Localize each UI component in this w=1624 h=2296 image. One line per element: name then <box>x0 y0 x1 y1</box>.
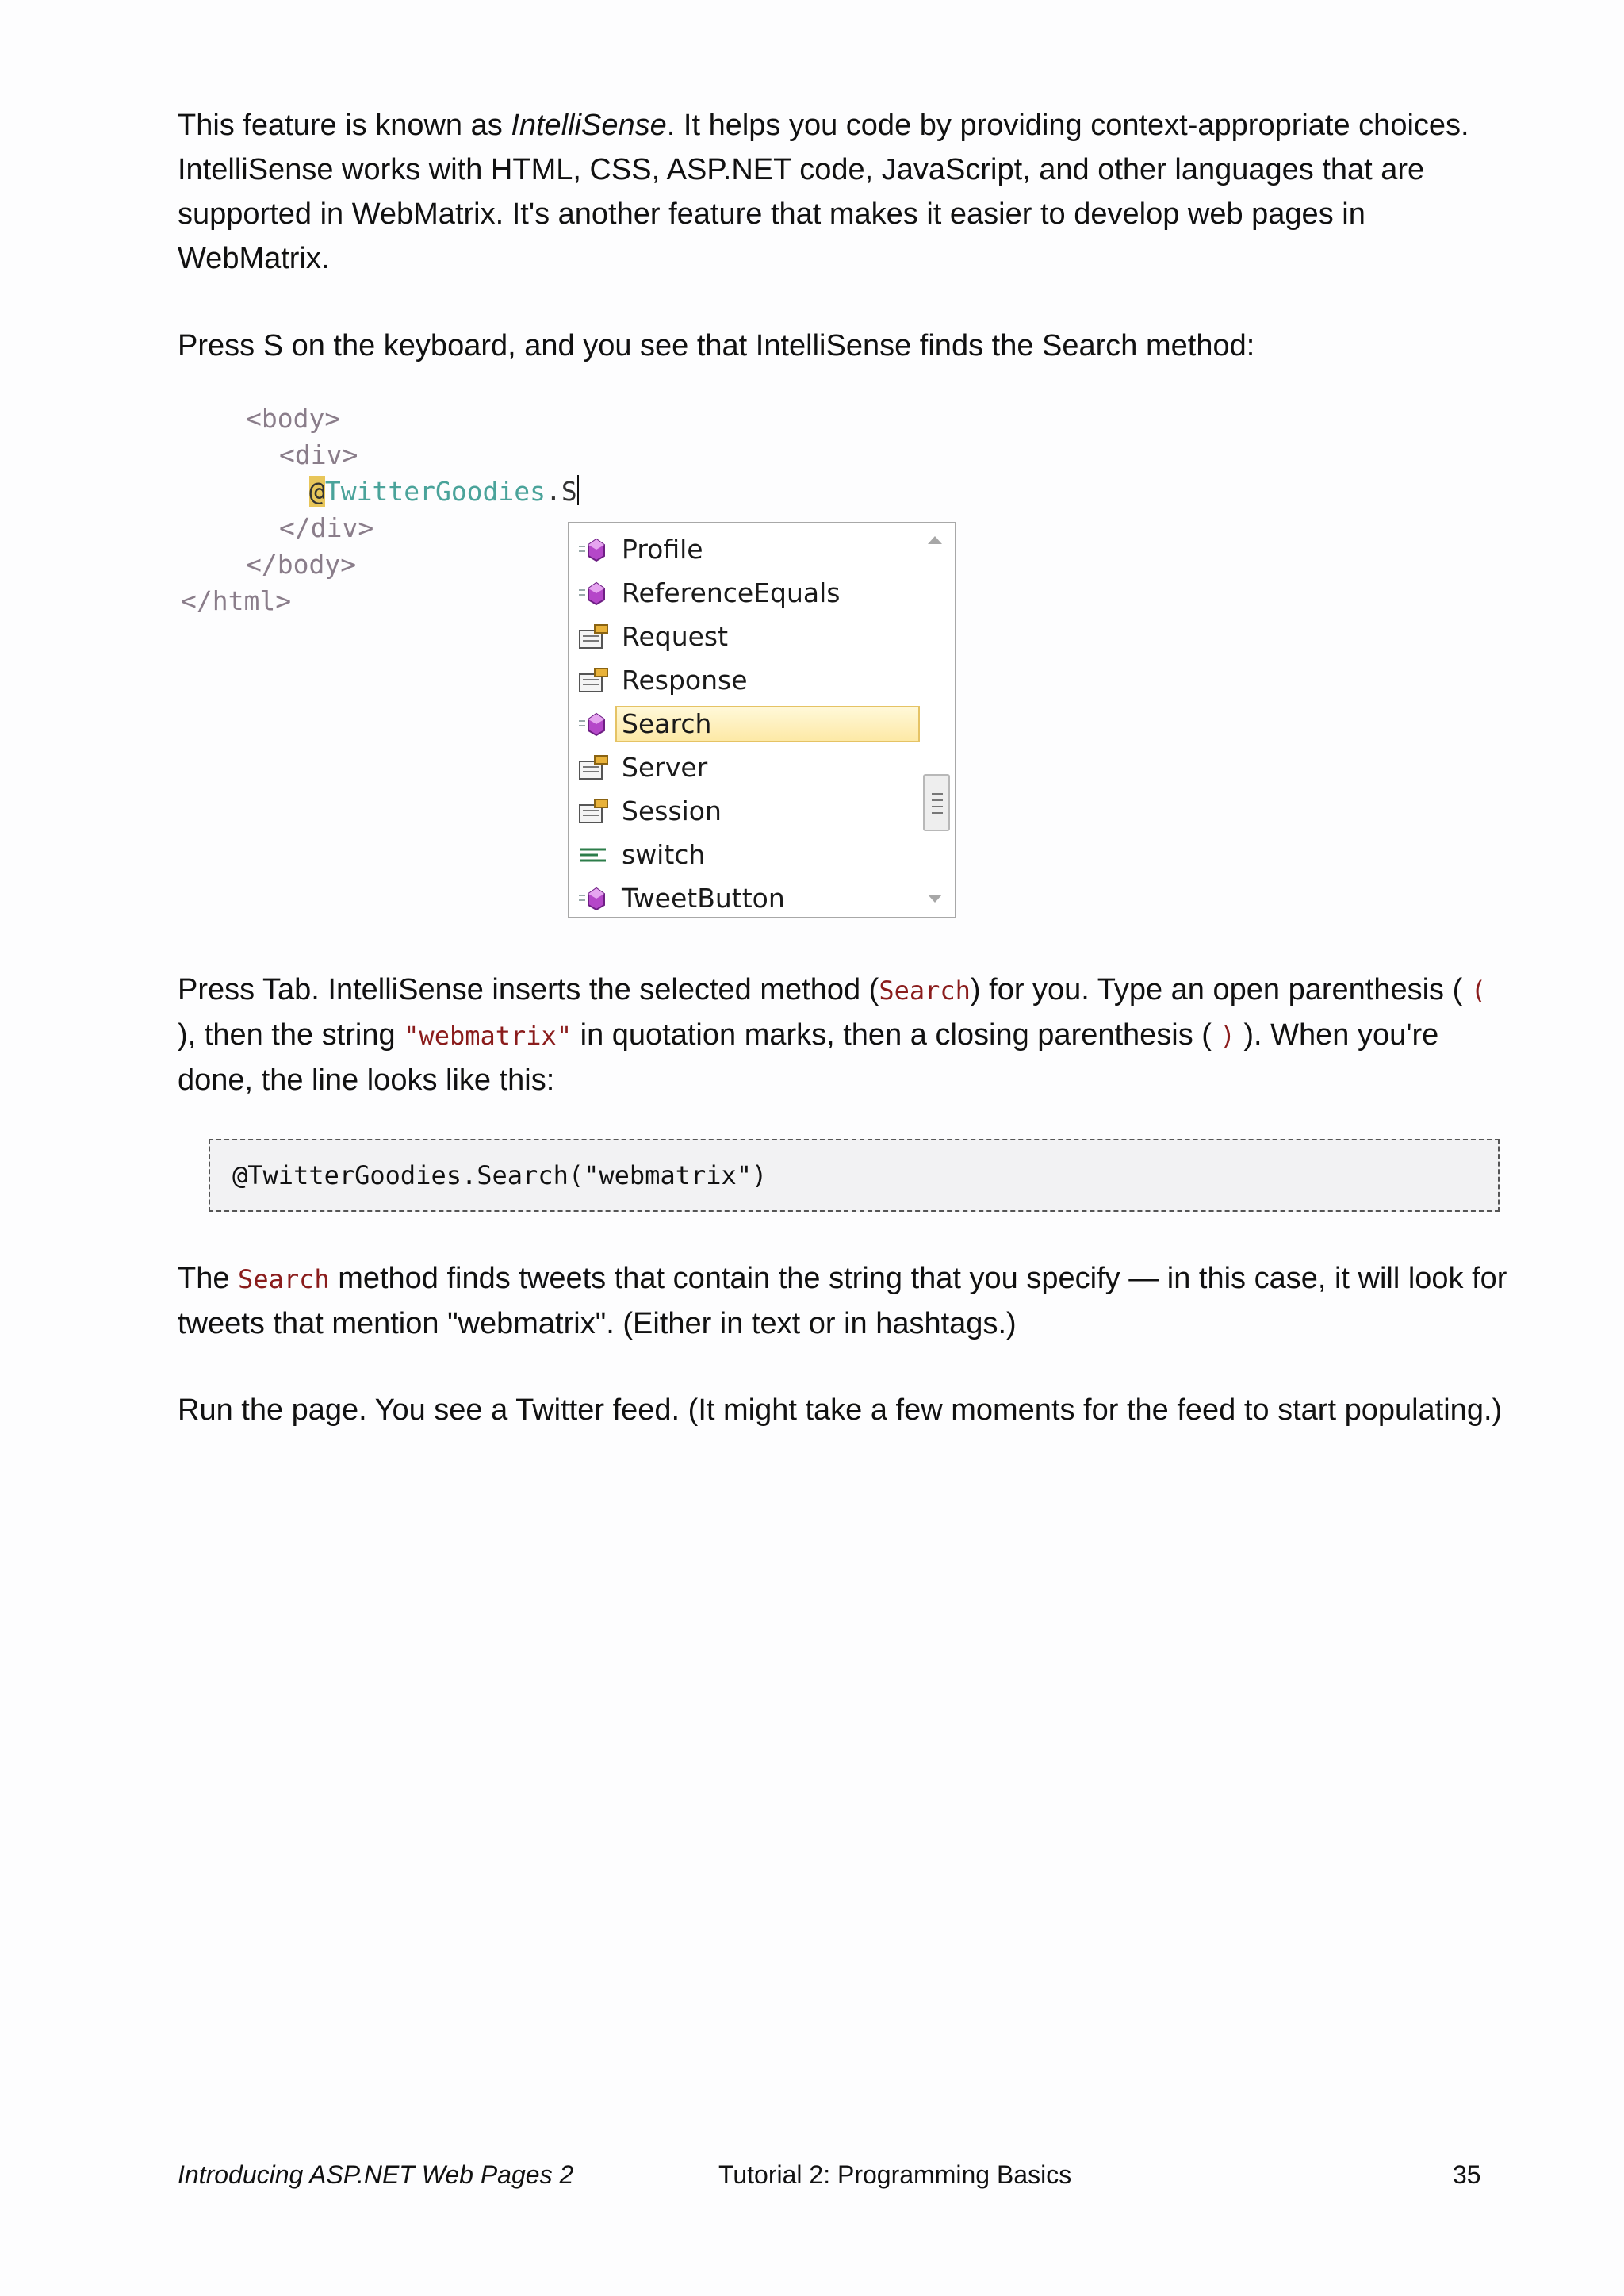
completion-item-referenceequals[interactable]: ReferenceEquals <box>574 573 929 613</box>
code-line-body-close: </body> <box>246 549 357 580</box>
intro-text-before: This feature is known as <box>178 109 511 142</box>
intellisense-term: IntelliSense <box>511 109 667 142</box>
run-page-paragraph: Run the page. You see a Twitter feed. (It might take a few moments for the feed to start populating.) <box>178 1393 1503 1427</box>
completion-item-search-selected[interactable]: Search <box>574 704 929 744</box>
scroll-thumb[interactable] <box>923 774 950 831</box>
press-s-paragraph: Press S on the keyboard, and you see that IntelliSense finds the Search method: <box>178 329 1255 362</box>
completion-item-profile[interactable]: Profile <box>574 530 929 569</box>
code-line-helper <box>309 473 579 510</box>
property-icon <box>577 798 609 825</box>
intro-text-after: . It helps you code by providing context-appropriate choices. IntelliSense works with HTML, CSS, ASP.NET code, JavaScript, and other languages that are supported in WebMatrix. It's another feature that makes it easier to develop web pages in WebMatrix. <box>178 109 1469 275</box>
code-line-body: <body> <box>246 403 341 434</box>
intellisense-popup[interactable] <box>568 522 956 918</box>
property-icon <box>577 623 609 650</box>
property-icon <box>577 754 609 781</box>
completion-item-switch[interactable]: switch <box>574 835 929 875</box>
method-icon <box>577 536 609 563</box>
footer-page-number: 35 <box>1453 2160 1481 2189</box>
completion-item-tweetbutton[interactable]: TweetButton <box>574 879 929 918</box>
popup-scrollbar[interactable] <box>920 527 952 914</box>
footer-book-title: Introducing ASP.NET Web Pages 2 <box>178 2160 574 2189</box>
method-icon <box>577 580 609 607</box>
property-icon <box>577 667 609 694</box>
razor-at-symbol: @ <box>309 476 325 507</box>
inline-code-open-paren: ( <box>1470 976 1487 1006</box>
code-sample-block: @TwitterGoodies.Search("webmatrix") <box>209 1139 1500 1212</box>
scroll-down-arrow-icon[interactable] <box>928 895 942 903</box>
completion-item-response[interactable]: Response <box>574 661 929 700</box>
inline-code-close-paren: ) <box>1220 1021 1235 1051</box>
search-method-paragraph: The Search method finds tweets that contain the string that you specify — in this case, it will look for tweets that mention "webmatrix". (Either in text or in hashtags.) <box>178 1262 1507 1340</box>
completion-item-request[interactable]: Request <box>574 617 929 657</box>
method-icon <box>577 711 609 738</box>
intro-paragraph <box>178 103 1510 281</box>
text-caret <box>577 475 579 505</box>
code-line-div-close: </div> <box>279 512 374 543</box>
method-icon <box>577 885 609 912</box>
inline-code-search-2: Search <box>238 1264 330 1294</box>
footer-chapter: Tutorial 2: Programming Basics <box>718 2160 1072 2189</box>
keyword-icon <box>577 841 609 868</box>
scroll-up-arrow-icon[interactable] <box>928 536 942 544</box>
completion-item-server[interactable]: Server <box>574 748 929 788</box>
completion-item-session[interactable]: Session <box>574 792 929 831</box>
code-line-html-close: </html> <box>181 585 292 616</box>
twittergoodies-identifier: TwitterGoodies <box>324 476 546 507</box>
code-line-div: <div> <box>279 439 358 470</box>
inline-code-search: Search <box>879 976 971 1006</box>
inline-code-webmatrix-string: "webmatrix" <box>404 1021 573 1051</box>
press-tab-paragraph: Press Tab. IntelliSense inserts the selected method (Search) for you. Type an open parenthesis ( ( ), then the string "webmatrix" in quotation marks, then a closing parenthesis ( ) ). When you're done, the line looks like this: <box>178 973 1487 1097</box>
typed-member-text: .S <box>546 476 577 507</box>
